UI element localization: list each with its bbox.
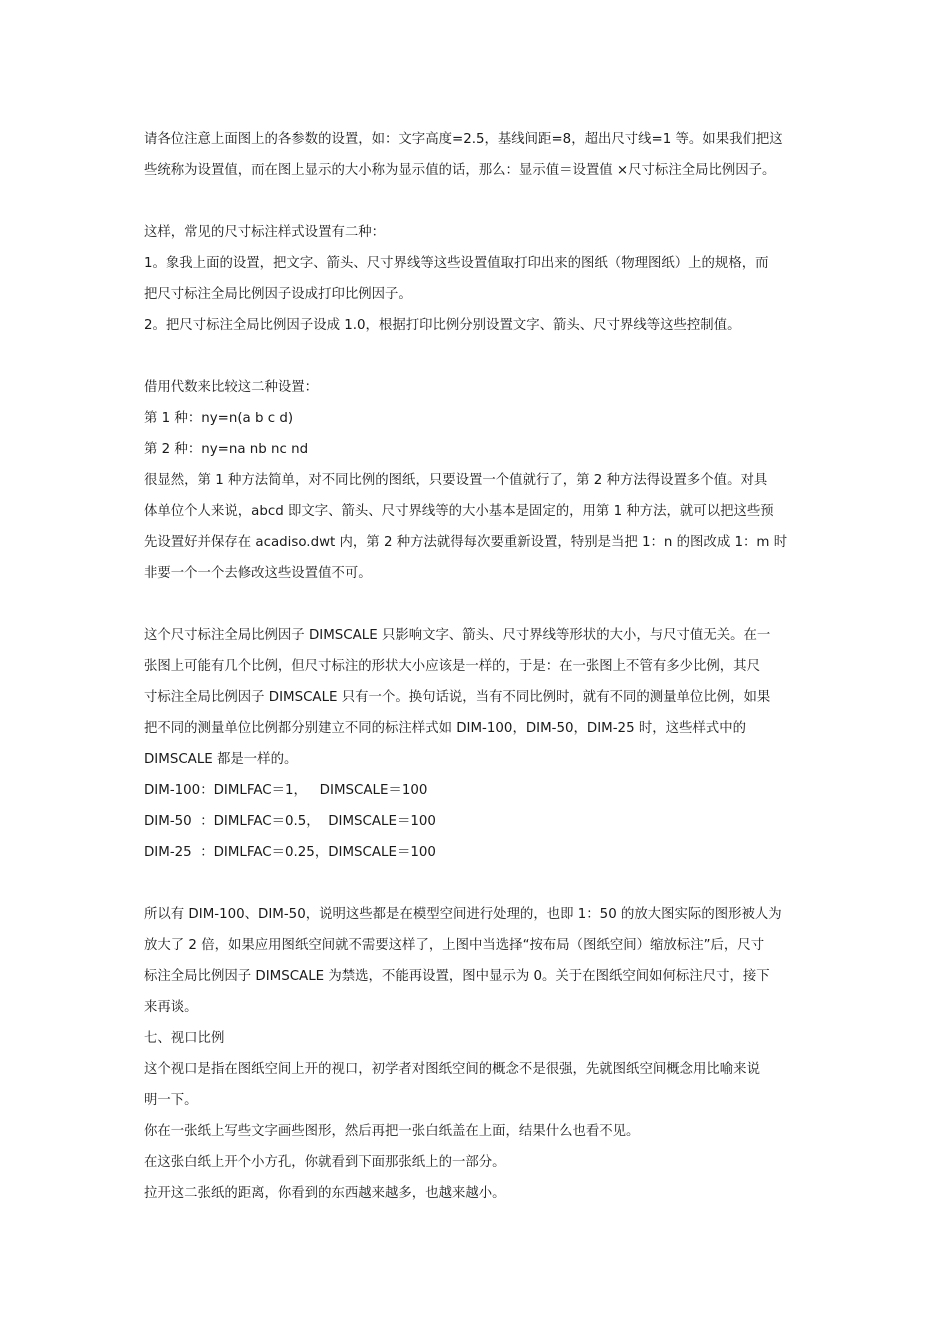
list-item-line: 1。象我上面的设置，把文字、箭头、尺寸界线等这些设置值取打印出来的图纸（物理图纸）上的规格，而 bbox=[144, 256, 769, 271]
paragraph-line: 借用代数来比较这二种设置： bbox=[144, 380, 319, 395]
formula-line: 第 2 种：ny=na nb nc nd bbox=[144, 442, 309, 457]
setting-line: DIM-50 ：DIMLFAC＝0.5， DIMSCALE＝100 bbox=[144, 814, 436, 829]
paragraph-line: 在这张白纸上开个小方孔，你就看到下面那张纸上的一部分。 bbox=[144, 1155, 506, 1170]
paragraph-gap bbox=[144, 868, 816, 899]
paragraph-line: 你在一张纸上写些文字画些图形，然后再把一张白纸盖在上面，结果什么也看不见。 bbox=[144, 1124, 640, 1139]
paragraph-gap bbox=[144, 186, 816, 217]
paragraph-gap bbox=[144, 341, 816, 372]
paragraph-gap bbox=[144, 589, 816, 620]
paragraph-line: 这个尺寸标注全局比例因子 DIMSCALE 只影响文字、箭头、尺寸界线等形状的大小，与尺寸值无关。在一 bbox=[144, 628, 771, 643]
paragraph-line: 把不同的测量单位比例都分别建立不同的标注样式如 DIM-100，DIM-50，DIM-25 时，这些样式中的 bbox=[144, 721, 746, 736]
paragraph-line: 先设置好并保存在 acadiso.dwt 内，第 2 种方法就得每次要重新设置，特别是当把 1：n 的图改成 1：m 时 bbox=[144, 535, 788, 550]
list-item-line: 2。把尺寸标注全局比例因子设成 1.0，根据打印比例分别设置文字、箭头、尺寸界线等这些控制值。 bbox=[144, 318, 741, 333]
paragraph-line: 非要一个一个去修改这些设置值不可。 bbox=[144, 566, 372, 581]
paragraph-line: 些统称为设置值，而在图上显示的大小称为显示值的话，那么：显示值＝设置值 ×尺寸标注全局比例因子。 bbox=[144, 163, 776, 178]
paragraph-line: 体单位个人来说，abcd 即文字、箭头、尺寸界线等的大小基本是固定的，用第 1 种方法，就可以把这些预 bbox=[144, 504, 774, 519]
setting-line: DIM-100：DIMLFAC＝1， DIMSCALE＝100 bbox=[144, 783, 428, 798]
paragraph-line: 请各位注意上面图上的各参数的设置，如：文字高度=2.5，基线间距=8，超出尺寸线=1 等。如果我们把这 bbox=[144, 132, 783, 147]
paragraph-line: DIMSCALE 都是一样的。 bbox=[144, 752, 298, 767]
paragraph-line: 张图上可能有几个比例，但尺寸标注的形状大小应该是一样的，于是：在一张图上不管有多少比例，其尺 bbox=[144, 659, 760, 674]
document-page bbox=[144, 124, 816, 1209]
paragraph-line: 寸标注全局比例因子 DIMSCALE 只有一个。换句话说，当有不同比例时，就有不同的测量单位比例，如果 bbox=[144, 690, 771, 705]
paragraph-line: 这样，常见的尺寸标注样式设置有二种： bbox=[144, 225, 386, 240]
section-heading: 七、视口比例 bbox=[144, 1031, 225, 1046]
paragraph-line: 明一下。 bbox=[144, 1093, 198, 1108]
paragraph-line: 很显然，第 1 种方法简单，对不同比例的图纸，只要设置一个值就行了，第 2 种方法得设置多个值。对具 bbox=[144, 473, 768, 488]
paragraph-line: 这个视口是指在图纸空间上开的视口，初学者对图纸空间的概念不是很强，先就图纸空间概念用比喻来说 bbox=[144, 1062, 760, 1077]
paragraph-line: 来再谈。 bbox=[144, 1000, 198, 1015]
list-item-line: 把尺寸标注全局比例因子设成打印比例因子。 bbox=[144, 287, 412, 302]
paragraph-line: 放大了 2 倍，如果应用图纸空间就不需要这样了，上图中当选择“按布局（图纸空间）缩放标注”后，尺寸 bbox=[144, 938, 765, 953]
paragraph-line: 拉开这二张纸的距离，你看到的东西越来越多，也越来越小。 bbox=[144, 1186, 506, 1201]
paragraph-line: 标注全局比例因子 DIMSCALE 为禁选，不能再设置，图中显示为 0。关于在图纸空间如何标注尺寸，接下 bbox=[144, 969, 770, 984]
paragraph-line: 所以有 DIM-100、DIM-50，说明这些都是在模型空间进行处理的，也即 1：50 的放大图实际的图形被人为 bbox=[144, 907, 782, 922]
setting-line: DIM-25 ：DIMLFAC＝0.25，DIMSCALE＝100 bbox=[144, 845, 436, 860]
formula-line: 第 1 种：ny=n(a b c d) bbox=[144, 411, 294, 426]
